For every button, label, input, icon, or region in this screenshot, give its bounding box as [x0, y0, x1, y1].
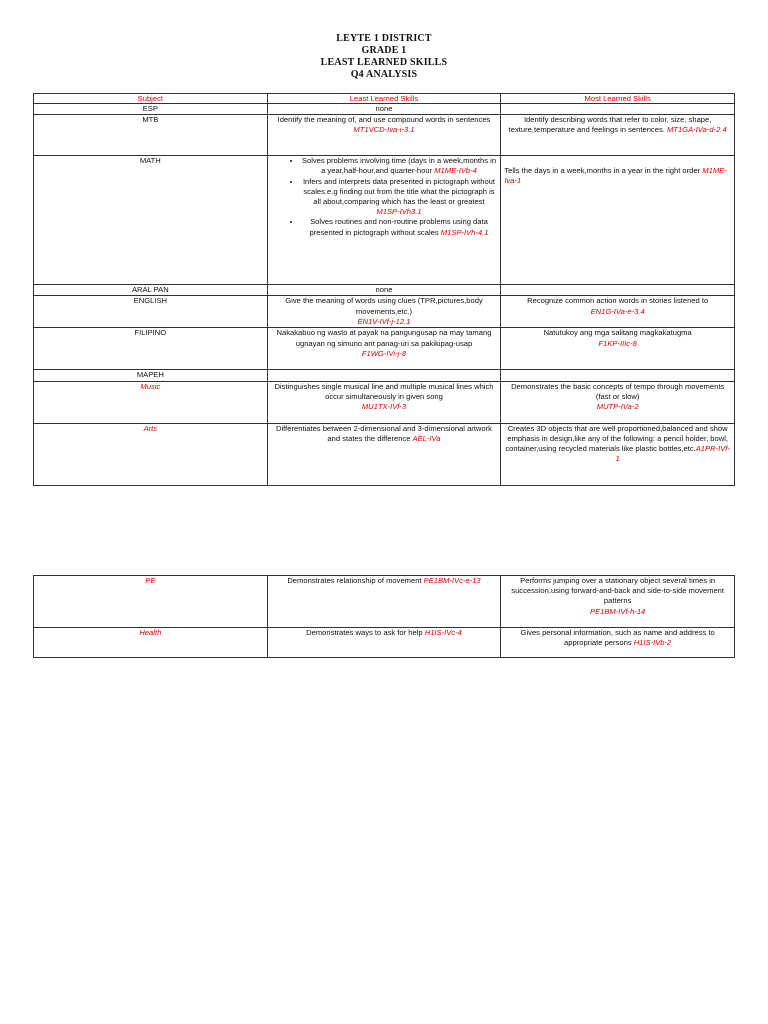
subject-cell: ESP — [34, 104, 268, 115]
skill-code: H1IS-IVb-2 — [633, 638, 672, 648]
skill-text: Natutukoy ang mga salitang magkakatugma — [543, 328, 692, 338]
subject-cell: MTB — [34, 115, 268, 156]
skill-text: Demonstrates ways to ask for help — [306, 628, 425, 637]
skill-code: MT1VCD-Iva-i-3.1 — [353, 125, 415, 135]
skill-text: Nakakabuo ng wasto at payak na pangungusap na may tamang ugnayan ng simuno ant panag-uri sa pakikipag-usap — [276, 328, 492, 348]
skill-code: PE1BM-IVc-e-13 — [423, 576, 481, 585]
list-item — [301, 156, 498, 176]
grade-title: GRADE 1 — [361, 45, 407, 56]
subject-cell: MATH — [34, 156, 268, 285]
skill-code: M1SP-IVh3.1 — [376, 207, 422, 217]
skill-code: F1KP-IIIc-8 — [598, 338, 637, 348]
least-cell — [267, 328, 501, 370]
skill-text: Performs jumping over a stationary object several times in succession,using forward-and-back and side-to-side movement patterns — [511, 576, 725, 606]
column-header-least: Least Learned Skills — [267, 94, 501, 104]
table-row-mtb — [34, 115, 735, 156]
subject-cell: Music — [34, 381, 268, 423]
least-cell — [267, 115, 501, 156]
column-header-subject: Subject — [34, 94, 268, 104]
least-cell — [267, 381, 501, 423]
analysis-title: Q4 ANALYSIS — [350, 69, 418, 80]
most-cell — [501, 628, 735, 658]
most-cell — [501, 423, 735, 485]
skill-text: Creates 3D objects that are well proportioned,balanced and show emphasis in design,like any of the following: a pencil holder, bowl, container,using recycled materials like plastic bottles,etc. — [505, 423, 729, 454]
subject-cell: PE — [34, 576, 268, 628]
skill-text: Give the meaning of words using clues (TPR,pictures,body movements,etc.) — [285, 296, 483, 316]
table-row-filipino — [34, 328, 735, 370]
table-row-music — [34, 381, 735, 423]
least-cell — [267, 576, 501, 628]
least-cell — [267, 423, 501, 485]
list-item — [301, 217, 498, 237]
skill-code: A1PR-IVf-1 — [615, 444, 730, 464]
skills-table-continued — [33, 575, 735, 658]
skill-text: Demonstrates the basic concepts of tempo through movements (fast or slow) — [511, 381, 725, 401]
table-row-math — [34, 156, 735, 285]
skill-code: M1ME-IVb-4 — [434, 166, 477, 176]
skill-text: Tells the days in a week,months in a year in the right order — [504, 166, 703, 176]
least-cell — [267, 156, 501, 285]
skill-code: MU1TX-IVf-3 — [361, 402, 407, 412]
subject-cell: MAPEH — [34, 370, 268, 381]
subject-cell: FILIPINO — [34, 328, 268, 370]
skill-text: Identify describing words that refer to color, size, shape, texture,temperature and feelings in sentences. — [508, 115, 712, 135]
least-cell — [267, 370, 501, 381]
skills-table — [33, 93, 735, 486]
skill-text: Infers and interprets data presented in pictograph without scales.e.g finding out from the title what the pictograph is all about,comparing which has the least or greatest — [302, 176, 496, 207]
skill-code: M1SP-IVh-4.1 — [440, 227, 489, 237]
most-cell — [501, 296, 735, 328]
most-cell — [501, 156, 735, 285]
skill-code: PE1BM-IVf-h-14 — [590, 606, 646, 616]
skill-text: Identify the meaning of, and use compound words in sentences — [277, 115, 491, 125]
table-row-health — [34, 628, 735, 658]
table-header-row — [34, 94, 735, 104]
subject-cell: Arts — [34, 423, 268, 485]
table-row-english — [34, 296, 735, 328]
most-cell — [501, 381, 735, 423]
skill-list — [271, 156, 498, 238]
skill-code: EN1G-IVa-e-3.4 — [590, 306, 645, 316]
most-cell — [501, 115, 735, 156]
least-cell: none — [267, 285, 501, 296]
skill-code: F1WG-IVi-j-8 — [361, 348, 407, 358]
table-row-esp — [34, 104, 735, 115]
table-row-arts — [34, 423, 735, 485]
most-cell — [501, 104, 735, 115]
skill-text: Recognize common action words in stories listened to — [527, 296, 709, 306]
document-header — [0, 33, 768, 81]
skill-code: H1IS-IVc-4 — [424, 628, 462, 637]
most-cell — [501, 576, 735, 628]
skill-text: Differentiates between 2-dimensional and 3-dimensional artwork and states the difference — [275, 423, 492, 443]
skill-code: EN1V-IVf-j-12.1 — [357, 316, 411, 326]
skill-code: AEL-IVa — [412, 433, 441, 443]
skill-text: Demonstrates relationship of movement — [287, 576, 424, 585]
table-row-aralpan — [34, 285, 735, 296]
column-header-most: Most Learned Skills — [501, 94, 735, 104]
report-title: LEAST LEARNED SKILLS — [320, 57, 448, 68]
most-cell — [501, 328, 735, 370]
most-cell — [501, 285, 735, 296]
skill-text: Solves routines and non-routine problems using data presented in pictograph without scales — [309, 217, 488, 237]
subject-cell: ARAL PAN — [34, 285, 268, 296]
skill-text: Gives personal information, such as name and address to appropriate persons — [520, 628, 715, 648]
district-title: LEYTE 1 DISTRICT — [336, 33, 432, 44]
least-cell — [267, 296, 501, 328]
table-row-mapeh — [34, 370, 735, 381]
skill-code: MUTP-IVa-2 — [596, 402, 639, 412]
list-item — [301, 177, 498, 218]
subject-cell: Health — [34, 628, 268, 658]
skill-text: Distinguishes single musical line and multiple musical lines which occur simultaneously in given song — [274, 381, 494, 401]
subject-cell: ENGLISH — [34, 296, 268, 328]
least-cell: none — [267, 104, 501, 115]
table-row-pe — [34, 576, 735, 628]
most-cell — [501, 370, 735, 381]
skill-code: MT1GA-IVa-d-2.4 — [666, 125, 727, 135]
skill-code: M1ME-Iva-1 — [504, 166, 727, 186]
skill-text: Solves problems involving time (days in a week,months in a year,half-hour,and quarter-hour — [301, 156, 497, 176]
least-cell — [267, 628, 501, 658]
